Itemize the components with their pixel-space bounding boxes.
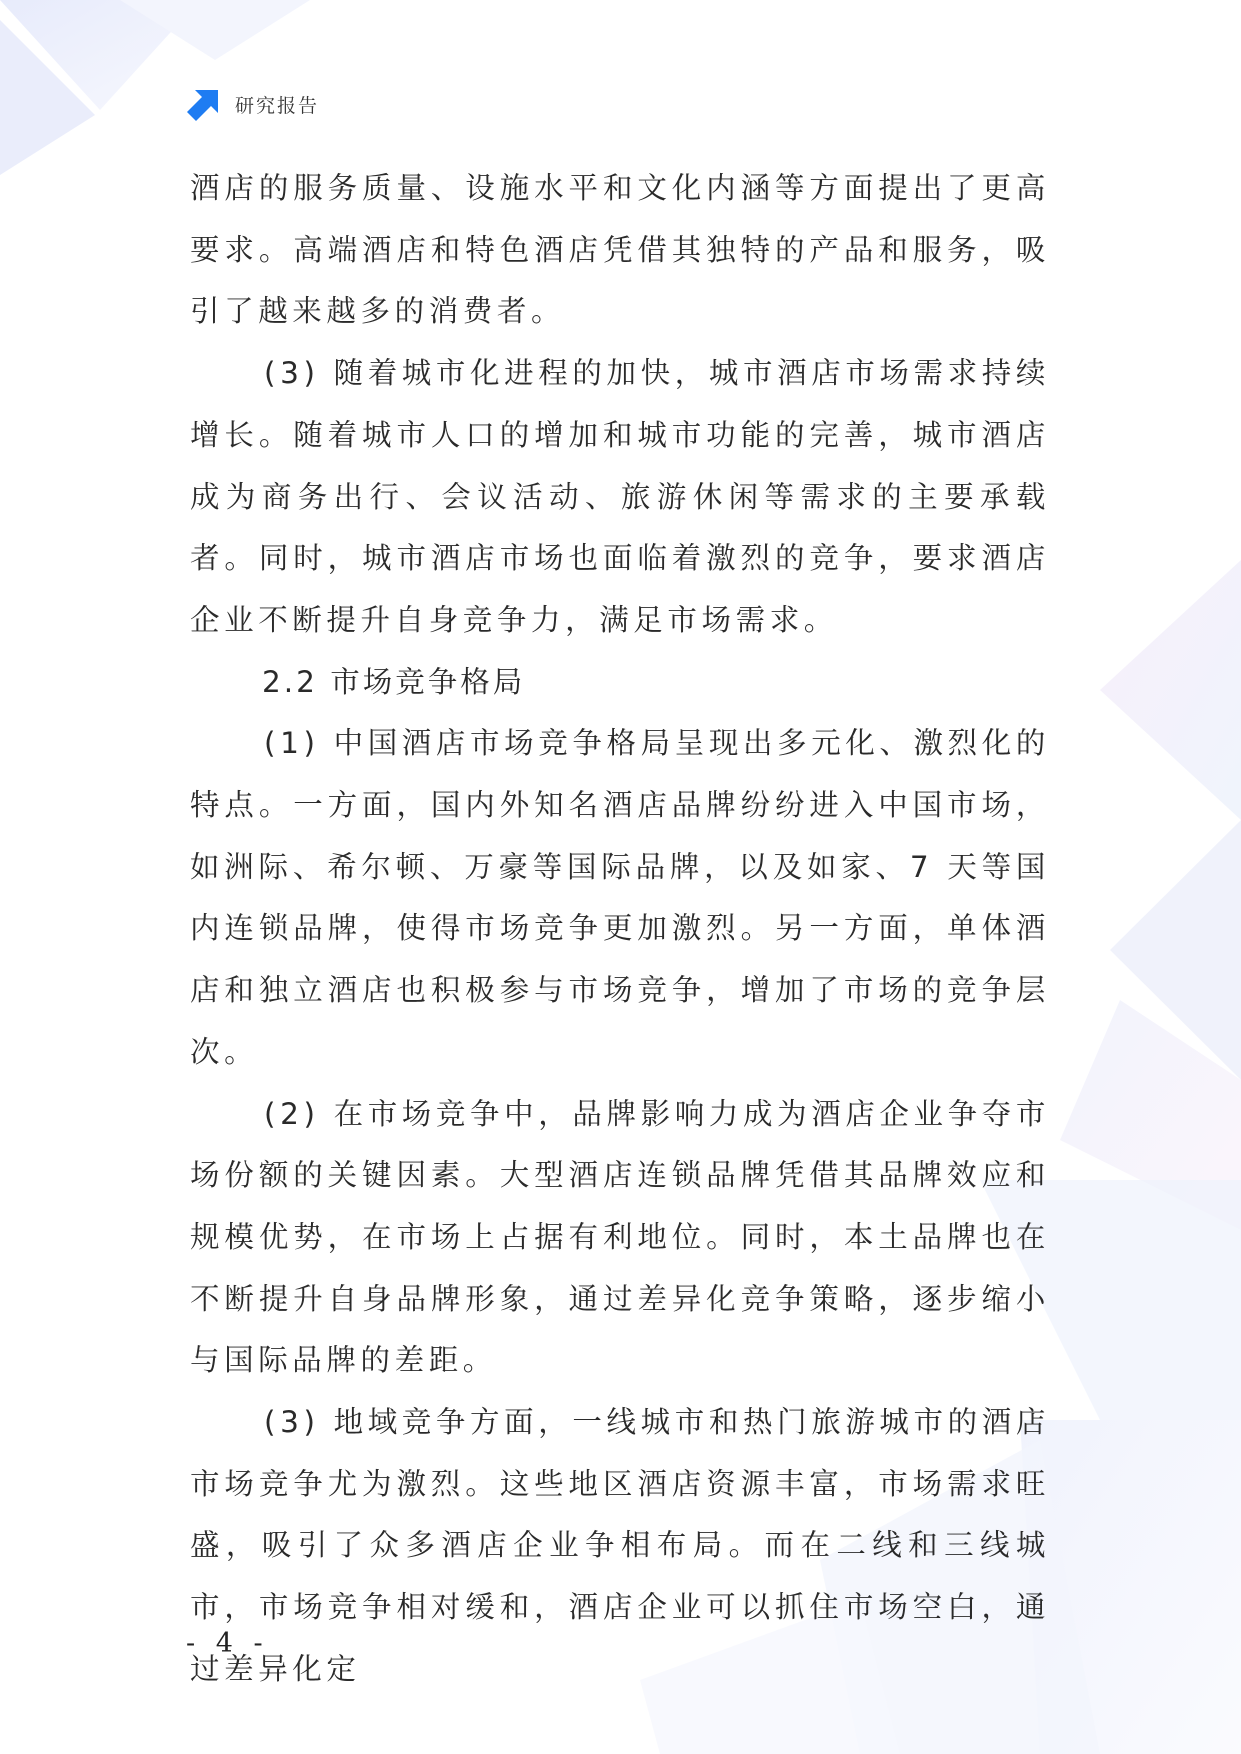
document-body: [190, 158, 1050, 1701]
section-heading: 2.2 市场竞争格局: [262, 664, 526, 699]
report-header: [187, 86, 319, 122]
paragraph-brand-influence: (2) 在市场竞争中，品牌影响力成为酒店企业争夺市场份额的关键因素。大型酒店连锁品牌凭借其品牌效应和规模优势，在市场上占据有利地位。同时，本土品牌也在不断提升自身品牌形象，通过差异化竞争策略，逐步缩小与国际品牌的差距。: [190, 1096, 1050, 1378]
arrow-up-right-icon: [187, 87, 221, 121]
paragraph-competition-pattern: (1) 中国酒店市场竞争格局呈现出多元化、激烈化的特点。一方面，国内外知名酒店品牌纷纷进入中国市场，如洲际、希尔顿、万豪等国际品牌，以及如家、7 天等国内连锁品牌，使得市场竞争更加激烈。另一方面，单体酒店和独立酒店也积极参与市场竞争，增加了市场的竞争层次。: [190, 726, 1050, 1069]
page-number: - 4 -: [186, 1628, 269, 1659]
paragraph-regional-competition: (3) 地域竞争方面，一线城市和热门旅游城市的酒店市场竞争尤为激烈。这些地区酒店资源丰富，市场需求旺盛，吸引了众多酒店企业争相布局。而在二线和三线城市，市场竞争相对缓和，酒店企业可以抓住市场空白，通过差异化定: [190, 1405, 1050, 1686]
paragraph-urban-demand: (3) 随着城市化进程的加快，城市酒店市场需求持续增长。随着城市人口的增加和城市功能的完善，城市酒店成为商务出行、会议活动、旅游休闲等需求的主要承载者。同时，城市酒店市场也面临着激烈的竞争，要求酒店企业不断提升自身竞争力，满足市场需求。: [190, 356, 1050, 637]
paragraph-continued: 酒店的服务质量、设施水平和文化内涵等方面提出了更高要求。高端酒店和特色酒店凭借其独特的产品和服务，吸引了越来越多的消费者。: [190, 171, 1050, 329]
report-label: 研究报告: [235, 94, 320, 117]
